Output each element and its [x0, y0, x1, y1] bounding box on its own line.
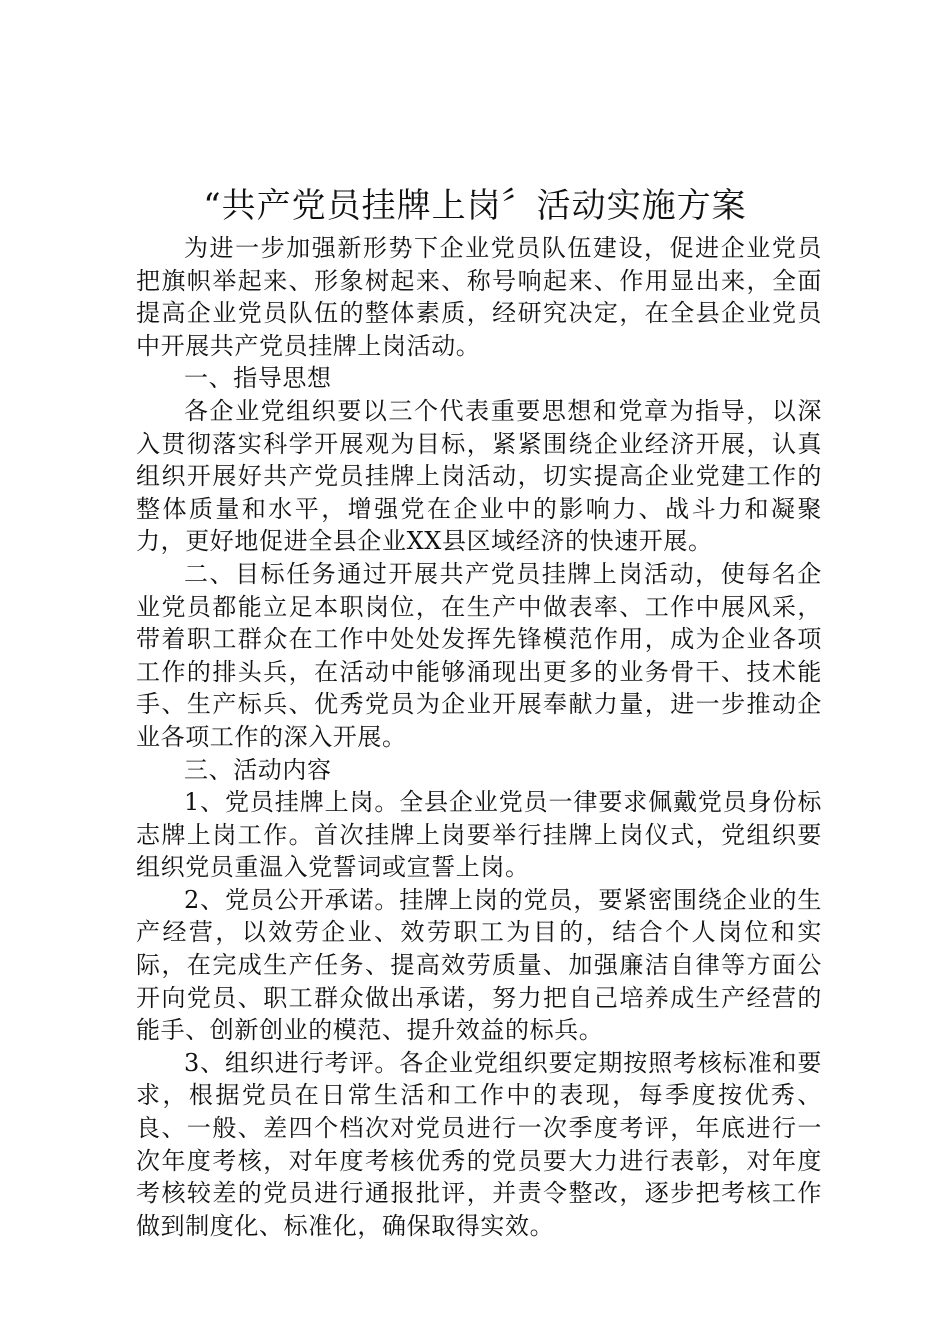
section-heading-activity-content: 三、活动内容	[184, 755, 332, 784]
activity-item-2-paragraph: 2、党员公开承诺。挂牌上岗的党员，要紧密围绕企业的生产经营，以效劳企业、效劳职工为目的，结合个人岗位和实际，在完成生产任务、提高效劳质量、加强廉洁自律等方面公开向党员、职工群众做出承诺，努力把自己培养成生产经营的能手、创新创业的模范、提升效益的标兵。	[136, 885, 822, 1045]
section-heading-guiding-ideology: 一、指导思想	[184, 364, 332, 393]
document-body	[136, 232, 822, 1242]
document-title: “共产党员挂牌上岗〞活动实施方案	[203, 186, 747, 226]
activity-item-1-paragraph: 1、党员挂牌上岗。全县企业党员一律要求佩戴党员身份标志牌上岗工作。首次挂牌上岗要举行挂牌上岗仪式，党组织要组织党员重温入党誓词或宣誓上岗。	[136, 788, 822, 882]
guiding-ideology-paragraph: 各企业党组织要以三个代表重要思想和党章为指导，以深入贯彻落实科学开展观为目标，紧紧围绕企业经济开展，认真组织开展好共产党员挂牌上岗活动，切实提高企业党建工作的整体质量和水平，增强党在企业中的影响力、战斗力和凝聚力，更好地促进全县企业XX县区域经济的快速开展。	[136, 396, 822, 556]
objectives-paragraph: 二、目标任务通过开展共产党员挂牌上岗活动，使每名企业党员都能立足本职岗位，在生产中做表率、工作中展风采，带着职工群众在工作中处处发挥先锋模范作用，成为企业各项工作的排头兵，在活动中能够涌现出更多的业务骨干、技术能手、生产标兵、优秀党员为企业开展奉献力量，进一步推动企业各项工作的深入开展。	[136, 559, 822, 751]
activity-item-3-paragraph: 3、组织进行考评。各企业党组织要定期按照考核标准和要求，根据党员在日常生活和工作中的表现，每季度按优秀、良、一般、差四个档次对党员进行一次季度考评，年底进行一次年度考核，对年度考核优秀的党员要大力进行表彰，对年度考核较差的党员进行通报批评，并责令整改，逐步把考核工作做到制度化、标准化，确保取得实效。	[136, 1048, 822, 1240]
intro-paragraph: 为进一步加强新形势下企业党员队伍建设，促进企业党员把旗帜举起来、形象树起来、称号响起来、作用显出来，全面提高企业党员队伍的整体素质，经研究决定，在全县企业党员中开展共产党员挂牌上岗活动。	[136, 234, 822, 360]
